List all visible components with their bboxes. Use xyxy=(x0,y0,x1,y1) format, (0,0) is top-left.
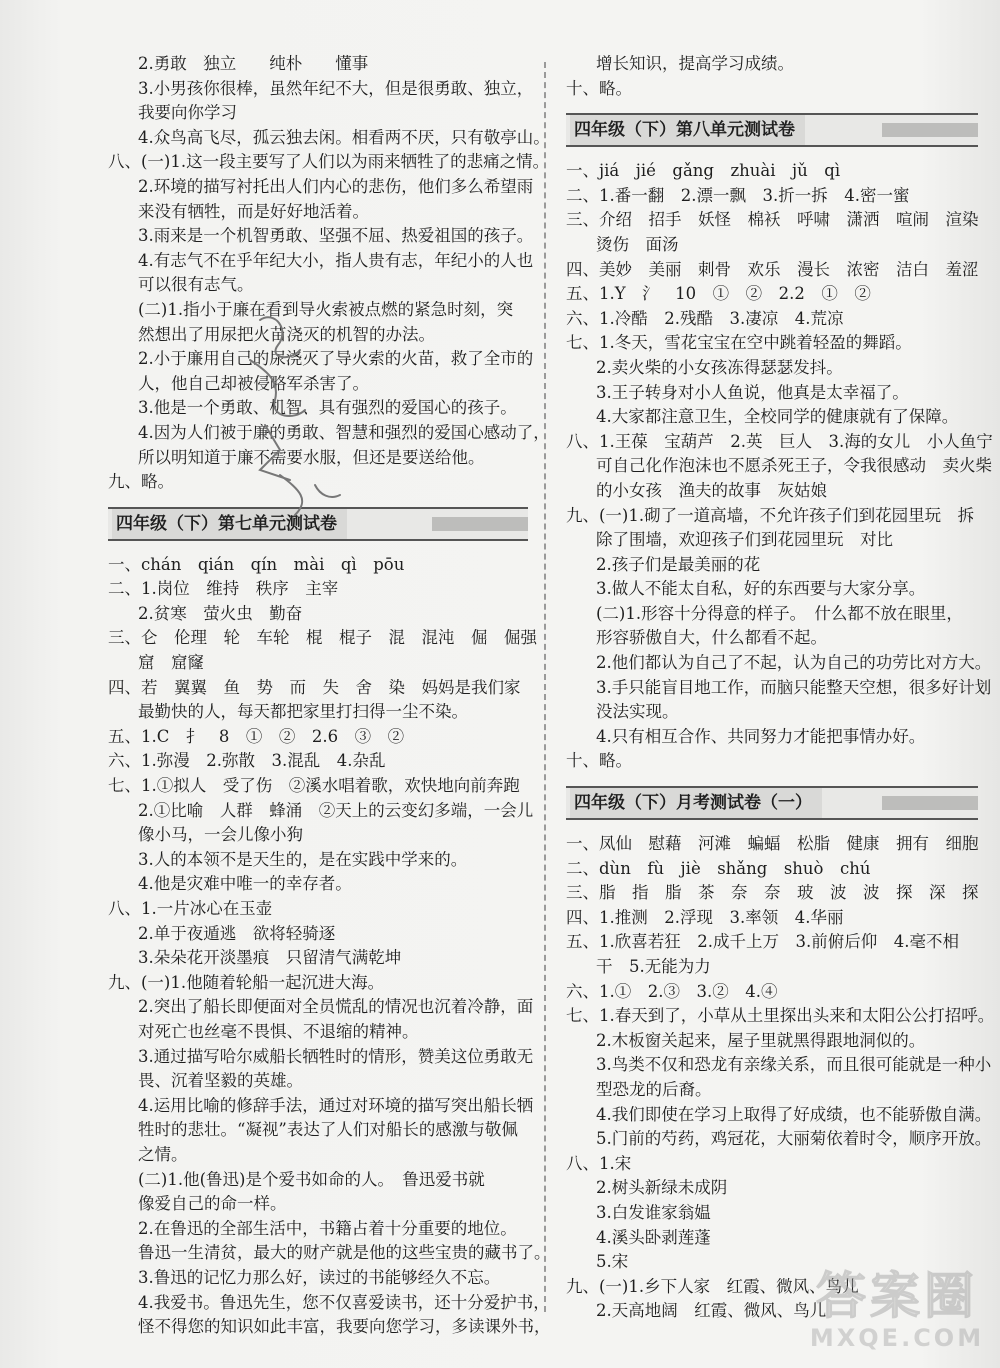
answer-line: (二)1.他(鲁迅)是个爱书如命的人。 鲁迅爱书就 xyxy=(138,1169,485,1189)
answer-line: 2.卖火柴的小女孩冻得瑟瑟发抖。 xyxy=(596,357,843,377)
answer-line: 4.溪头卧剥莲蓬 xyxy=(596,1227,711,1247)
answer-line: 五、1.欣喜若狂 2.成千上万 3.前俯后仰 4.毫不相 xyxy=(566,932,959,952)
answer-line: 2.天高地阔 红霞、微风、鸟儿 xyxy=(596,1301,827,1321)
heading-bar xyxy=(882,796,978,810)
answer-line: 八、1.一片冰心在玉壶 xyxy=(108,899,273,918)
answer-line: 4.只有相互合作、共同努力才能把事情办好。 xyxy=(596,726,926,746)
answer-line: 九、(一)1.砌了一道高墙，不允许孩子们到花园里玩 拆 xyxy=(566,505,975,525)
answer-line: 九、(一)1.他随着轮船一起沉进大海。 xyxy=(108,972,385,992)
answer-line: 2.树头新绿未成阴 xyxy=(596,1178,728,1198)
heading-bar xyxy=(432,517,528,531)
monthly-test-title: 四年级（下）月考测试卷（一） xyxy=(570,788,822,818)
answer-line: 像爱自己的命一样。 xyxy=(138,1194,287,1214)
answer-line: 二、1.番一翻 2.漂一飘 3.折一拆 4.密一蜜 xyxy=(566,185,910,205)
answer-line: 可以很有志气。 xyxy=(138,275,254,295)
answer-line: 三、介绍 招手 妖怪 棉袄 呼啸 潇洒 喧闹 渲染 xyxy=(566,210,979,230)
unit7-heading xyxy=(108,507,528,541)
answer-line: 一、凤仙 慰藉 河滩 蝙蝠 松脂 健康 拥有 细胞 xyxy=(566,834,979,854)
answer-line: 五、1.C 扌 8 ① ② 2.6 ③ ② xyxy=(108,726,405,746)
answer-line: 3.做人不能太自私，好的东西要与大家分享。 xyxy=(596,579,926,599)
answer-line: 六、1.弥漫 2.弥散 3.混乱 4.杂乱 xyxy=(108,751,386,771)
answer-line: 4.运用比喻的修辞手法，通过对环境的描写突出船长牺 xyxy=(138,1095,534,1115)
answer-line: 二、dùn fù jiè shǎng shuò chú xyxy=(566,858,871,878)
answer-line: 2.勇敢 独立 纯朴 懂事 xyxy=(138,54,369,73)
answer-line: 2.在鲁迅的全部生活中，书籍占着十分重要的地位。 xyxy=(138,1218,517,1238)
right-top-answers xyxy=(566,52,978,101)
answer-line: 然想出了用尿把火苗浇灭的机智的办法。 xyxy=(138,324,435,344)
answer-line: 形容骄傲自大，什么都看不起。 xyxy=(596,628,827,648)
answer-line: 四、美妙 美丽 刺骨 欢乐 漫长 浓密 洁白 羞涩 xyxy=(566,259,979,279)
unit8-heading xyxy=(566,113,978,147)
unit8-title: 四年级（下）第八单元测试卷 xyxy=(570,115,805,145)
answer-line: 4.大家都注意卫生，全校同学的健康就有了保障。 xyxy=(596,407,959,427)
answer-line: 所以明知道于廉不需要水服，但还是要送给他。 xyxy=(138,447,485,467)
heading-bar xyxy=(882,123,978,137)
answer-line: 三、仑 伦理 轮 车轮 棍 棍子 混 混沌 倔 倔强 xyxy=(108,628,537,648)
answer-line: 畏、沉着坚毅的英雄。 xyxy=(138,1071,303,1091)
answer-line: 2.他们都认为自己了不起，认为自己的功劳比对方大。 xyxy=(596,653,992,673)
answer-line: (二)1.形容十分得意的样子。 什么都不放在眼里， xyxy=(596,603,963,623)
column-divider xyxy=(544,62,546,1312)
answer-line: 3.手只能盲目地工作，而脑只能整天空想，很多好计划 xyxy=(596,677,992,697)
answer-line: 二、1.岗位 维持 秩序 主宰 xyxy=(108,579,339,599)
answer-line: 2.①比喻 人群 蜂涌 ②天上的云变幻多端，一会儿 xyxy=(138,800,534,820)
answer-line: 人，他自己却被侵略军杀害了。 xyxy=(138,373,369,393)
left-column xyxy=(108,52,551,1340)
answer-line: 2.木板窗关起来，屋子里就黑得跟地洞似的。 xyxy=(596,1030,926,1050)
answer-line: 2.环境的描写衬托出人们内心的悲伤，他们多么希望雨 xyxy=(138,176,534,196)
monthly-test-heading xyxy=(566,786,978,820)
answer-line: 3.鸟类不仅和恐龙有亲缘关系，而且很可能就是一种小 xyxy=(596,1055,992,1075)
answer-line: 我要向你学习 xyxy=(138,103,237,123)
answer-line: 4.他是灾难中唯一的幸存者。 xyxy=(138,874,352,894)
answer-line: 2.小于廉用自己的尿浇灭了导火索的火苗，救了全市的 xyxy=(138,349,534,369)
answer-line: 七、1.①拟人 受了伤 ②溪水唱着歌，欢快地向前奔跑 xyxy=(108,776,520,796)
answer-line: 型恐龙的后裔。 xyxy=(596,1079,712,1099)
answer-line: 4.有志气不在乎年纪大小，指人贵有志，年纪小的人也 xyxy=(138,250,534,270)
answer-line: (二)1.指小于廉在看到导火索被点燃的紧急时刻，突 xyxy=(138,299,514,319)
answer-line: 鲁迅一生清贫，最大的财产就是他的这些宝贵的藏书了。 xyxy=(138,1243,551,1263)
site-watermark xyxy=(802,1268,992,1358)
unit7-answers xyxy=(108,553,551,1340)
answer-line: 十、略。 xyxy=(566,751,632,771)
answer-line: 六、1.① 2.③ 3.② 4.④ xyxy=(566,981,778,1001)
answer-line: 3.雨来是一个机智勇敢、坚强不屈、热爱祖国的孩子。 xyxy=(138,226,534,246)
answer-line: 七、1.冬天，雪花宝宝在空中跳着轻盈的舞蹈。 xyxy=(566,333,912,353)
answer-line: 对死亡也丝毫不畏惧、不退缩的精神。 xyxy=(138,1021,419,1041)
answer-line: 3.人的本领不是天生的，是在实践中学来的。 xyxy=(138,849,468,869)
answer-line: 3.王子转身对小人鱼说，他真是太幸福了。 xyxy=(596,382,909,402)
answer-line: 2.突出了船长即便面对全员慌乱的情况也沉着冷静，面 xyxy=(138,997,534,1017)
answer-line: 四、若 翼翼 鱼 势 而 失 舍 染 妈妈是我们家 xyxy=(108,677,521,697)
answer-line: 四、1.推测 2.浮现 3.率领 4.华丽 xyxy=(566,907,844,927)
answer-line: 干 5.无能为力 xyxy=(596,957,711,976)
answer-line: 五、1.Y 氵 10 ① ② 2.2 ① ② xyxy=(566,284,871,304)
answer-line: 5.门前的芍药，鸡冠花，大丽菊依着时令，顺序开放。 xyxy=(596,1129,992,1149)
answer-line: 可自己化作泡沫也不愿杀死王子，令我很感动 卖火柴 xyxy=(596,456,992,476)
answer-line: 2.贫寒 萤火虫 勤奋 xyxy=(138,603,303,623)
monthly-test-answers xyxy=(566,832,995,1324)
answer-line: 三、脂 指 脂 茶 奈 奈 玻 波 波 探 深 探 xyxy=(566,883,979,903)
answer-line: 之情。 xyxy=(138,1144,188,1164)
answer-line: 2.单于夜遁逃 欲将轻骑逐 xyxy=(138,923,336,943)
answer-line: 3.白发谁家翁媪 xyxy=(596,1202,711,1222)
answer-line: 2.孩子们是最美丽的花 xyxy=(596,554,761,574)
answer-line: 3.鲁迅的记忆力那么好，读过的书能够经久不忘。 xyxy=(138,1267,501,1287)
answer-line: 4.我们即使在学习上取得了好成绩，也不能骄傲自满。 xyxy=(596,1104,992,1124)
unit8-answers xyxy=(566,159,993,774)
answer-line: 一、jiá jié gǎng zhuài jǔ qì xyxy=(566,161,841,181)
answer-line: 4.因为人们被于廉的勇敢、智慧和强烈的爱国心感动了， xyxy=(138,422,550,442)
answer-line: 六、1.冷酷 2.残酷 3.凄凉 4.荒凉 xyxy=(566,308,844,328)
answer-line: 3.他是一个勇敢、机智、具有强烈的爱国心的孩子。 xyxy=(138,398,517,418)
answer-line: 八、1.王葆 宝葫芦 2.英 巨人 3.海的女儿 小人鱼宁 xyxy=(566,431,993,451)
answer-line: 一、chán qián qín mài qì pōu xyxy=(108,554,405,574)
answer-line: 3.小男孩你很棒，虽然年纪不大，但是很勇敢、独立， xyxy=(138,78,534,98)
watermark-url: MXQE.COM xyxy=(809,1324,985,1352)
answer-line: 4.我爱书。鲁迅先生，您不仅喜爱读书，还十分爱护书， xyxy=(138,1292,550,1312)
answer-line: 牲时的悲壮。“凝视”表达了人们对船长的感激与敬佩 xyxy=(138,1120,518,1140)
answer-line: 5.宋 xyxy=(596,1252,629,1272)
answer-line: 八、(一)1.这一段主要写了人们以为雨来牺牲了的悲痛之情。 xyxy=(108,152,550,172)
answer-line: 最勤快的人，每天都把家里打扫得一尘不染。 xyxy=(138,702,468,722)
answer-line: 4.众鸟高飞尽，孤云独去闲。相看两不厌，只有敬亭山。 xyxy=(138,127,550,147)
answer-line: 十、略。 xyxy=(566,78,632,98)
answer-line: 3.朵朵花开淡墨痕 只留清气满乾坤 xyxy=(138,948,402,968)
answer-line: 没法实现。 xyxy=(596,702,679,722)
answer-line: 七、1.春天到了，小草从土里探出头来和太阳公公打招呼。 xyxy=(566,1006,995,1026)
answer-line: 除了围墙，欢迎孩子们到花园里玩 对比 xyxy=(596,530,893,550)
answer-line: 烫伤 面汤 xyxy=(596,234,679,254)
answer-line: 增长知识，提高学习成绩。 xyxy=(596,54,794,73)
answer-line: 来没有牺牲，而是好好地活着。 xyxy=(138,201,369,221)
left-top-answers xyxy=(108,52,550,495)
answer-line: 九、(一)1.乡下人家 红霞、微风、鸟儿 xyxy=(566,1276,859,1296)
right-column xyxy=(566,52,995,1324)
answer-line: 九、略。 xyxy=(108,472,174,492)
unit7-title: 四年级（下）第七单元测试卷 xyxy=(112,509,347,539)
watermark-logo-text: 答案圈 xyxy=(816,1267,978,1325)
answer-line: 怪不得您的知识如此丰富，我要向您学习，多读课外书， xyxy=(138,1317,551,1337)
answer-line: 像小马，一会儿像小狗 xyxy=(138,825,303,845)
answer-line: 八、1.宋 xyxy=(566,1153,632,1173)
answer-line: 的小女孩 渔夫的故事 灰姑娘 xyxy=(596,480,827,500)
answer-line: 窟 窟窿 xyxy=(138,653,204,673)
answer-line: 3.通过描写哈尔威船长牺牲时的情形，赞美这位勇敢无 xyxy=(138,1046,534,1066)
